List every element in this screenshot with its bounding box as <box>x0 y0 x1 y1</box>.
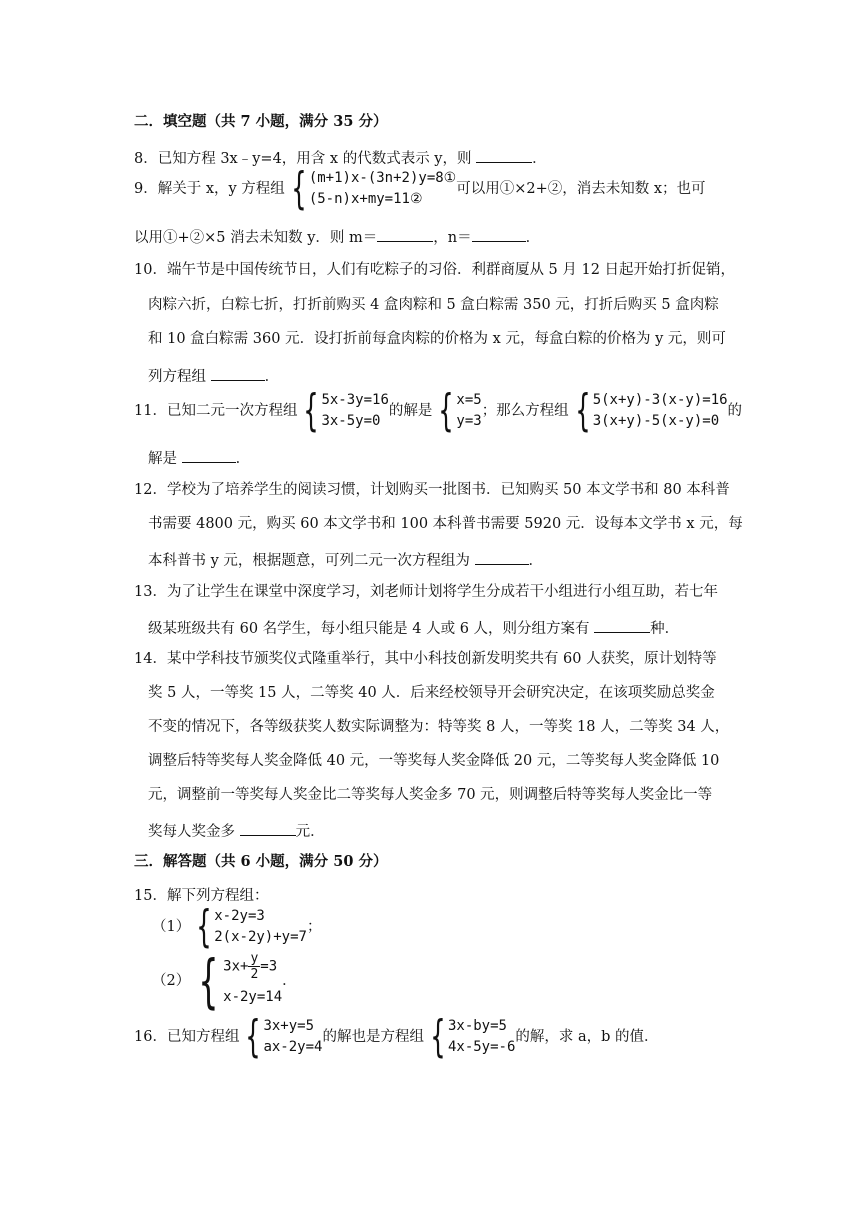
question-9-end: ． <box>525 230 541 246</box>
question-14-line-6 <box>148 819 325 842</box>
question-12-line-1: 12．学校为了培养学生的阅读习惯，计划购买一批图书．已知购买 50 本文学书和 80 本科普 <box>134 482 730 498</box>
equation-system <box>285 163 457 214</box>
question-14-line-3: 不变的情况下，各等级获奖人数实际调整为：特等奖 8 人，一等奖 18 人，二等奖 34 人， <box>148 719 730 735</box>
left-brace: { <box>303 385 320 436</box>
answer-blank <box>377 225 433 242</box>
equation <box>223 951 282 982</box>
denominator: 2 <box>250 966 259 982</box>
equation-system <box>569 385 728 436</box>
question-16-text-3: 的解，求 a，b 的值． <box>515 1029 659 1045</box>
section-heading-fill-in: 二．填空题（共 7 小题，满分 35 分） <box>134 113 388 130</box>
question-13-line-1: 13．为了让学生在课堂中深度学习，刘老师计划将学生分成若干小组进行小组互助，若七年 <box>134 584 718 600</box>
left-brace: { <box>430 1011 446 1062</box>
equation-part: =3 <box>260 958 278 974</box>
part-label: （1） <box>152 919 191 935</box>
equation: (5-n)x+my=11② <box>308 191 423 207</box>
question-8-text: 8．已知方程 3x﹣y=4，用含 x 的代数式表示 y，则 <box>134 151 477 167</box>
question-14-line-4: 调整后特等奖每人奖金降低 40 元，一等奖每人奖金降低 20 元，二等奖每人奖金降低 10 <box>148 753 720 769</box>
answer-blank <box>594 616 650 633</box>
question-16-text: 16．已知方程组 <box>134 1029 240 1045</box>
equation: ax-2y=4 <box>263 1039 323 1055</box>
question-11-line-2 <box>148 446 250 469</box>
equation: y=3 <box>456 413 482 429</box>
left-brace: { <box>574 385 591 436</box>
equation-system <box>297 385 389 436</box>
question-9-line-2 <box>134 225 540 248</box>
punctuation: ； <box>306 919 322 935</box>
equation: (m+1)x-(3n+2)y=8① <box>308 170 457 186</box>
question-11-text-3: ；那么方程组 <box>481 403 569 419</box>
question-10-line-2: 肉粽六折，白粽七折，打折前购买 4 盒肉粽和 5 盒白粽需 350 元，打折后购买 5 盒肉粽 <box>148 297 719 313</box>
answer-blank <box>211 364 265 381</box>
answer-blank <box>182 446 236 463</box>
question-15-part-1 <box>152 901 322 952</box>
question-14-end: 元． <box>295 824 325 840</box>
question-11-text: 11．已知二元一次方程组 <box>134 403 298 419</box>
equation: x-2y=3 <box>214 908 265 924</box>
solution-system <box>432 385 482 436</box>
answer-blank <box>476 146 532 163</box>
question-11-end: ． <box>235 451 251 467</box>
equation-system <box>190 947 283 1015</box>
question-13-end: 种． <box>650 621 680 637</box>
question-12-line-2: 书需要 4800 元，购买 60 本文学书和 100 本科普书需要 5920 元．设每本文学书 x 元，每 <box>148 516 743 532</box>
numerator: y <box>250 950 259 966</box>
section-heading-answer: 三．解答题（共 6 小题，满分 50 分） <box>134 853 388 870</box>
equation: 5(x+y)-3(x-y)=16 <box>592 392 728 408</box>
equation: 3(x+y)-5(x-y)=0 <box>592 413 720 429</box>
equation: 3x-5y=0 <box>321 413 381 429</box>
equation-system <box>239 1011 323 1062</box>
left-brace: { <box>438 385 455 436</box>
fraction <box>248 951 260 982</box>
question-12-line-3 <box>148 548 543 571</box>
question-10-line-3: 和 10 盒白粽需 360 元．设打折前每盒肉粽的价格为 x 元，每盒白粽的价格为 y 元，则可 <box>148 331 726 347</box>
answer-blank <box>240 819 296 836</box>
question-16-text-2: 的解也是方程组 <box>322 1029 424 1045</box>
equation: 4x-5y=-6 <box>447 1039 516 1055</box>
equation: 3x+y=5 <box>263 1018 315 1034</box>
question-11-text-5: 解是 <box>148 451 182 467</box>
question-11 <box>134 385 743 436</box>
question-14-text: 奖每人奖金多 <box>148 824 240 840</box>
equation: x-2y=14 <box>223 988 283 1005</box>
question-11-text-4: 的 <box>727 403 743 419</box>
question-10-end: ． <box>264 369 280 385</box>
question-16 <box>134 1011 659 1062</box>
equation: x=5 <box>456 392 482 408</box>
question-9-text-4: ，n＝ <box>433 230 472 246</box>
question-14-line-1: 14．某中学科技节颁奖仪式隆重举行，其中小科技创新发明奖共有 60 人获奖，原计划特等 <box>134 651 717 667</box>
answer-blank <box>472 225 526 242</box>
equation: 5x-3y=16 <box>321 392 389 408</box>
question-11-text-2: 的解是 <box>388 403 433 419</box>
question-12-text: 本科普书 y 元，根据题意，可列二元一次方程组为 <box>148 553 475 569</box>
question-14-line-5: 元，调整前一等奖每人奖金比二等奖每人奖金多 70 元，则调整后特等奖每人奖金比一等 <box>148 787 713 803</box>
question-12-end: ． <box>528 553 544 569</box>
part-label: （2） <box>152 973 191 989</box>
question-14-line-2: 奖 5 人，一等奖 15 人，二等奖 40 人．后来经校领导开会研究决定，在该项奖励总奖金 <box>148 685 715 701</box>
equation-system <box>190 901 307 952</box>
question-15-part-2 <box>152 947 297 1015</box>
left-brace: { <box>198 947 219 1015</box>
question-13-line-2 <box>148 616 679 639</box>
question-9-text-3: 以用①+②×5 消去未知数 y．则 m＝ <box>134 230 378 246</box>
question-10-line-1: 10．端午节是中国传统节日，人们有吃粽子的习俗．利群商厦从 5 月 12 日起开始打折促销， <box>134 262 736 278</box>
question-15-title: 15．解下列方程组： <box>134 888 269 904</box>
question-8-end: ． <box>532 151 547 167</box>
equation-system <box>424 1011 516 1062</box>
question-9-text: 9．解关于 x，y 方程组 <box>134 181 285 197</box>
equation: 3x-by=5 <box>447 1018 507 1034</box>
equation: 2(x-2y)+y=7 <box>214 929 307 945</box>
question-13-text: 级某班级共有 60 名学生，每小组只能是 4 人或 6 人，则分组方案有 <box>148 621 595 637</box>
left-brace: { <box>291 163 307 214</box>
answer-blank <box>475 548 529 565</box>
left-brace: { <box>245 1011 262 1062</box>
question-10-text: 列方程组 <box>148 369 211 385</box>
question-9 <box>134 163 706 214</box>
question-10-line-4 <box>148 364 279 387</box>
question-9-text-2: 可以用①×2+②，消去未知数 x；也可 <box>456 181 706 197</box>
left-brace: { <box>196 901 212 952</box>
punctuation: ． <box>282 973 297 989</box>
equation-part: 3x+ <box>223 958 249 974</box>
